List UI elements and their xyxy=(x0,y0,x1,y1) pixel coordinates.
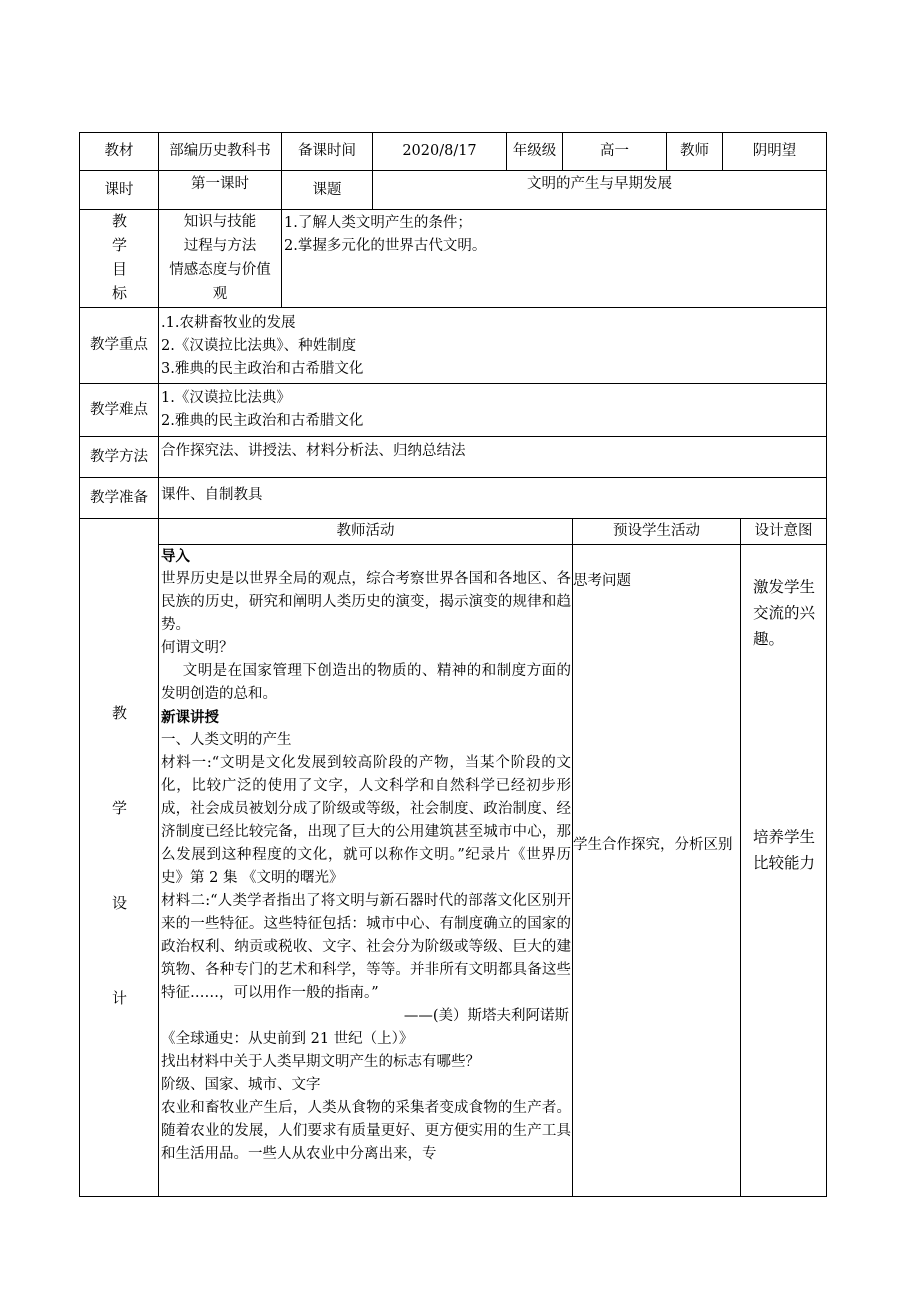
preparation-value: 课件、自制教具 xyxy=(158,477,827,519)
objectives-label-char: 学 xyxy=(111,236,127,254)
material-one: 材料一:“文明是文化发展到较高阶段的产物，当某个阶段的文化，比较广泛的使用了文字，人文科学和自然科学已经初步形成，社会成员被划分成了阶级或等级，社会制度、政治制度、经济制度已经比较完备，出现了巨大的公用建筑甚至城市中心，那么发展到这种程度的文化，就可以称作文明。”纪录片《世界历史》第 2 集 《文明的曙光》 xyxy=(161,755,571,886)
objective-item: 2.掌握多元化的世界古代文明。 xyxy=(284,238,487,254)
intro-paragraph: 世界历史是以世界全局的观点，综合考察世界各国和各地区、各民族的历史，研究和阐明人类历史的演变，揭示演变的规律和趋势。 xyxy=(161,571,571,633)
objectives-label xyxy=(79,209,159,308)
question: 找出材料中关于人类早期文明产生的标志有哪些？ xyxy=(161,1054,480,1070)
objectives-categories xyxy=(158,209,282,308)
key-points-label: 教学重点 xyxy=(79,307,159,384)
material-two-author: ——(美）斯塔夫利阿诺斯 xyxy=(403,1008,569,1024)
material-two-source: 《全球通史：从史前到 21 世纪（上）》 xyxy=(161,1031,414,1047)
intro-heading: 导入 xyxy=(161,548,190,565)
difficulty-item: 1.《汉谟拉比法典》 xyxy=(161,390,291,406)
objectives-label-char: 教 xyxy=(111,212,127,230)
agriculture-paragraph: 农业和畜牧业产生后，人类从食物的采集者变成食物的生产者。随着农业的发展，人们要求有质量更好、更方便实用的生产工具和生活用品。一些人从农业中分离出来，专 xyxy=(161,1100,571,1162)
prep-time-label: 备课时间 xyxy=(281,132,373,171)
key-point-item: 2.《汉谟拉比法典》、种姓制度 xyxy=(161,338,357,354)
design-intent-content xyxy=(740,544,827,1197)
grade-label: 年级级 xyxy=(506,132,563,171)
student-activity-item: 学生合作探究，分析区别 xyxy=(573,837,733,853)
objectives-label-char: 目 xyxy=(111,260,127,278)
objective-category: 知识与技能 xyxy=(183,214,257,230)
period-label: 课时 xyxy=(79,170,159,210)
teacher-activity-content xyxy=(158,544,573,1197)
material-two: 材料二:“人类学者指出了将文明与新石器时代的部落文化区别开来的一些特征。这些特征包括：城市中心、有制度确立的国家的政治权利、纳贡或税收、文字、社会分为阶级或等级、巨大的建筑物、各种专门的艺术和科学，等等。并非所有文明都具备这些特征……，可以用作一般的指南。” xyxy=(161,893,571,1001)
topic-label: 课题 xyxy=(281,170,373,210)
textbook-label: 教材 xyxy=(79,132,159,171)
objective-category: 观 xyxy=(212,286,228,302)
answer: 阶级、国家、城市、文字 xyxy=(161,1077,321,1093)
design-intent-item: 培养学生比较能力 xyxy=(753,828,816,872)
textbook-value: 部编历史教科书 xyxy=(158,132,282,171)
objective-category: 过程与方法 xyxy=(183,238,257,254)
objectives-content xyxy=(281,209,827,308)
key-point-item: 3.雅典的民主政治和古希腊文化 xyxy=(161,361,364,377)
section-heading: 一、人类文明的产生 xyxy=(161,732,292,748)
objective-category: 情感态度与价值 xyxy=(169,262,271,278)
student-activity-content xyxy=(572,544,741,1197)
difficulties-label: 教学难点 xyxy=(79,383,159,437)
grade-value: 高一 xyxy=(562,132,667,171)
prep-time-value: 2020/8/17 xyxy=(372,132,507,171)
preparation-label: 教学准备 xyxy=(79,477,159,519)
methods-label: 教学方法 xyxy=(79,436,159,478)
key-point-item: .1.农耕畜牧业的发展 xyxy=(161,315,296,331)
lesson-plan-table xyxy=(79,132,827,1197)
question: 何谓文明？ xyxy=(161,640,234,656)
design-label-char: 教 xyxy=(111,704,127,722)
teacher-label: 教师 xyxy=(666,132,723,171)
teacher-activity-header: 教师活动 xyxy=(158,518,573,545)
design-label xyxy=(79,518,159,1197)
definition-paragraph: 文明是在国家管理下创造出的物质的、精神的和制度方面的发明创造的总和。 xyxy=(161,663,571,702)
design-label-char: 计 xyxy=(111,989,127,1007)
objectives-label-char: 标 xyxy=(111,284,127,302)
student-activity-item: 思考问题 xyxy=(573,573,631,589)
new-lesson-heading: 新课讲授 xyxy=(161,709,219,726)
teacher-value: 阴明望 xyxy=(722,132,827,171)
methods-value: 合作探究法、讲授法、材料分析法、归纳总结法 xyxy=(158,436,827,478)
design-intent-header: 设计意图 xyxy=(740,518,827,545)
design-intent-item: 激发学生交流的兴趣。 xyxy=(753,578,816,648)
design-label-char: 学 xyxy=(111,799,127,817)
key-points-content xyxy=(158,307,827,384)
difficulty-item: 2.雅典的民主政治和古希腊文化 xyxy=(161,413,364,429)
topic-value: 文明的产生与早期发展 xyxy=(372,170,827,210)
student-activity-header: 预设学生活动 xyxy=(572,518,741,545)
difficulties-content xyxy=(158,383,827,437)
objective-item: 1.了解人类文明产生的条件； xyxy=(284,215,472,231)
design-label-char: 设 xyxy=(111,894,127,912)
period-value: 第一课时 xyxy=(158,170,282,210)
